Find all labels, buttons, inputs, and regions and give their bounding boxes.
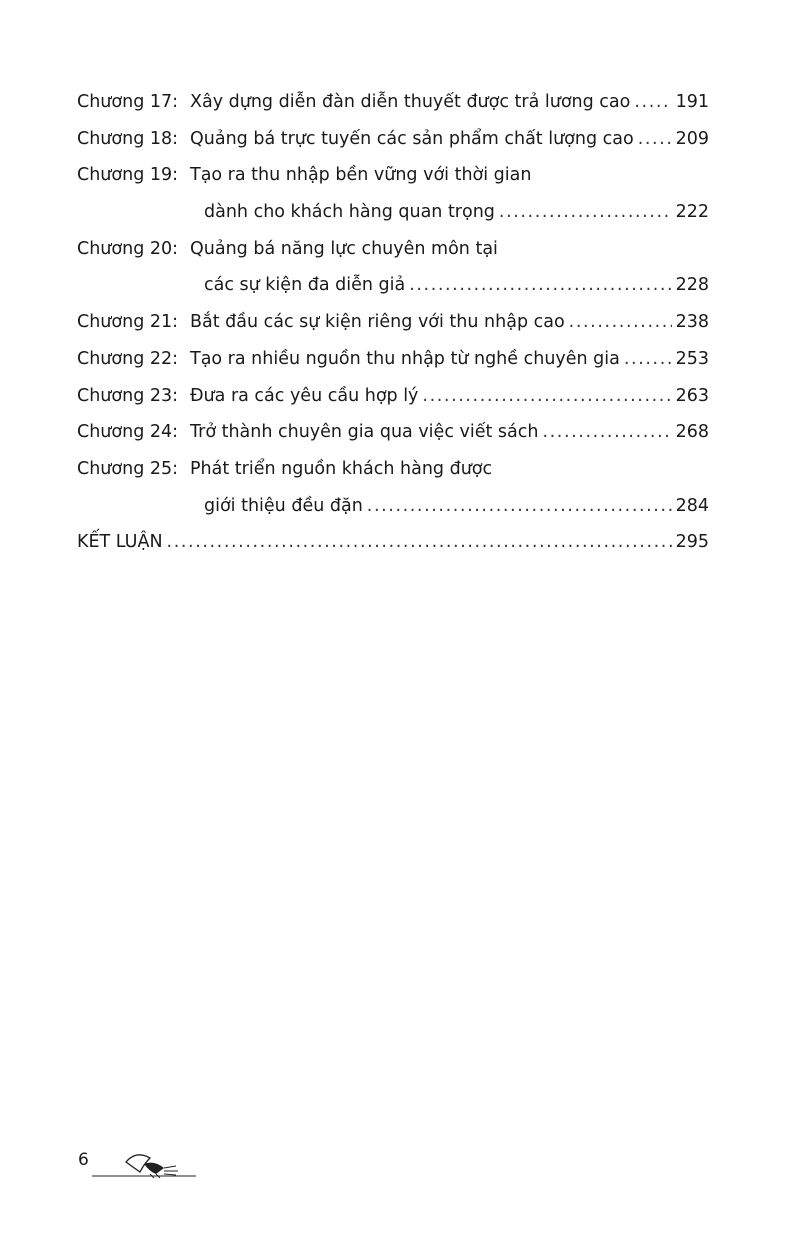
page-number: 295 xyxy=(675,532,709,553)
dot-leader xyxy=(409,267,671,304)
toc-entry-continuation[interactable] xyxy=(77,267,709,304)
dot-leader xyxy=(542,414,671,451)
chapter-label: Chương 21: xyxy=(77,312,179,333)
toc-entry-conclusion[interactable] xyxy=(77,524,709,561)
page-number: 228 xyxy=(675,275,709,296)
chapter-title-line2: dành cho khách hàng quan trọng xyxy=(204,202,495,223)
page-number: 284 xyxy=(675,495,709,516)
chapter-label: Chương 17: xyxy=(77,92,179,112)
toc-entry[interactable] xyxy=(77,378,709,415)
chapter-label: Chương 25: xyxy=(77,458,179,479)
dot-leader xyxy=(569,304,672,341)
chapter-title: Xây dựng diễn đàn diễn thuyết được trả lương cao xyxy=(190,92,631,112)
chapter-label: Chương 23: xyxy=(77,385,179,406)
chapter-title: Quảng bá trực tuyến các sản phẩm chất lượng cao xyxy=(190,128,634,149)
chapter-title: Tạo ra thu nhập bền vững với thời gian xyxy=(190,165,532,186)
page-number: 222 xyxy=(675,202,709,223)
toc-entry[interactable] xyxy=(77,304,709,341)
toc-entry-continuation[interactable] xyxy=(77,488,709,525)
chapter-label: Chương 20: xyxy=(77,238,179,259)
page-number: 209 xyxy=(675,128,709,149)
table-of-contents xyxy=(77,84,709,561)
dot-leader xyxy=(367,488,672,525)
chapter-title: Trở thành chuyên gia qua việc viết sách xyxy=(190,422,539,443)
chapter-title-line2: giới thiệu đều đặn xyxy=(204,495,363,516)
dot-leader xyxy=(499,194,672,231)
chapter-title-line2: các sự kiện đa diễn giả xyxy=(204,275,406,296)
conclusion-label: KẾT LUẬN xyxy=(77,532,163,553)
chapter-title: Đưa ra các yêu cầu hợp lý xyxy=(190,385,419,406)
page-number: 191 xyxy=(675,92,709,112)
folio-page-number: 6 xyxy=(78,1150,89,1170)
page-number: 268 xyxy=(675,422,709,443)
dot-leader xyxy=(638,121,672,158)
chapter-label: Chương 22: xyxy=(77,348,179,369)
page-number: 238 xyxy=(675,312,709,333)
chapter-title: Phát triển nguồn khách hàng được xyxy=(190,458,493,479)
chapter-title: Tạo ra nhiều nguồn thu nhập từ nghề chuyên gia xyxy=(190,348,620,369)
dot-leader xyxy=(634,84,671,121)
chapter-label: Chương 19: xyxy=(77,165,179,186)
page-number: 263 xyxy=(675,385,709,406)
toc-entry[interactable] xyxy=(77,231,709,268)
toc-entry[interactable] xyxy=(77,414,709,451)
dot-leader xyxy=(422,378,671,415)
toc-entry[interactable] xyxy=(77,341,709,378)
dot-leader xyxy=(167,524,672,561)
toc-entry[interactable] xyxy=(77,84,709,121)
lantern-vignette-icon xyxy=(92,1150,202,1180)
chapter-title: Bắt đầu các sự kiện riêng với thu nhập cao xyxy=(190,312,565,333)
toc-entry-continuation[interactable] xyxy=(77,194,709,231)
toc-entry[interactable] xyxy=(77,121,709,158)
dot-leader xyxy=(624,341,672,378)
page-number: 253 xyxy=(675,348,709,369)
chapter-label: Chương 24: xyxy=(77,422,179,443)
chapter-title: Quảng bá năng lực chuyên môn tại xyxy=(190,238,498,259)
chapter-label: Chương 18: xyxy=(77,128,179,149)
toc-entry[interactable] xyxy=(77,451,709,488)
toc-entry[interactable] xyxy=(77,157,709,194)
